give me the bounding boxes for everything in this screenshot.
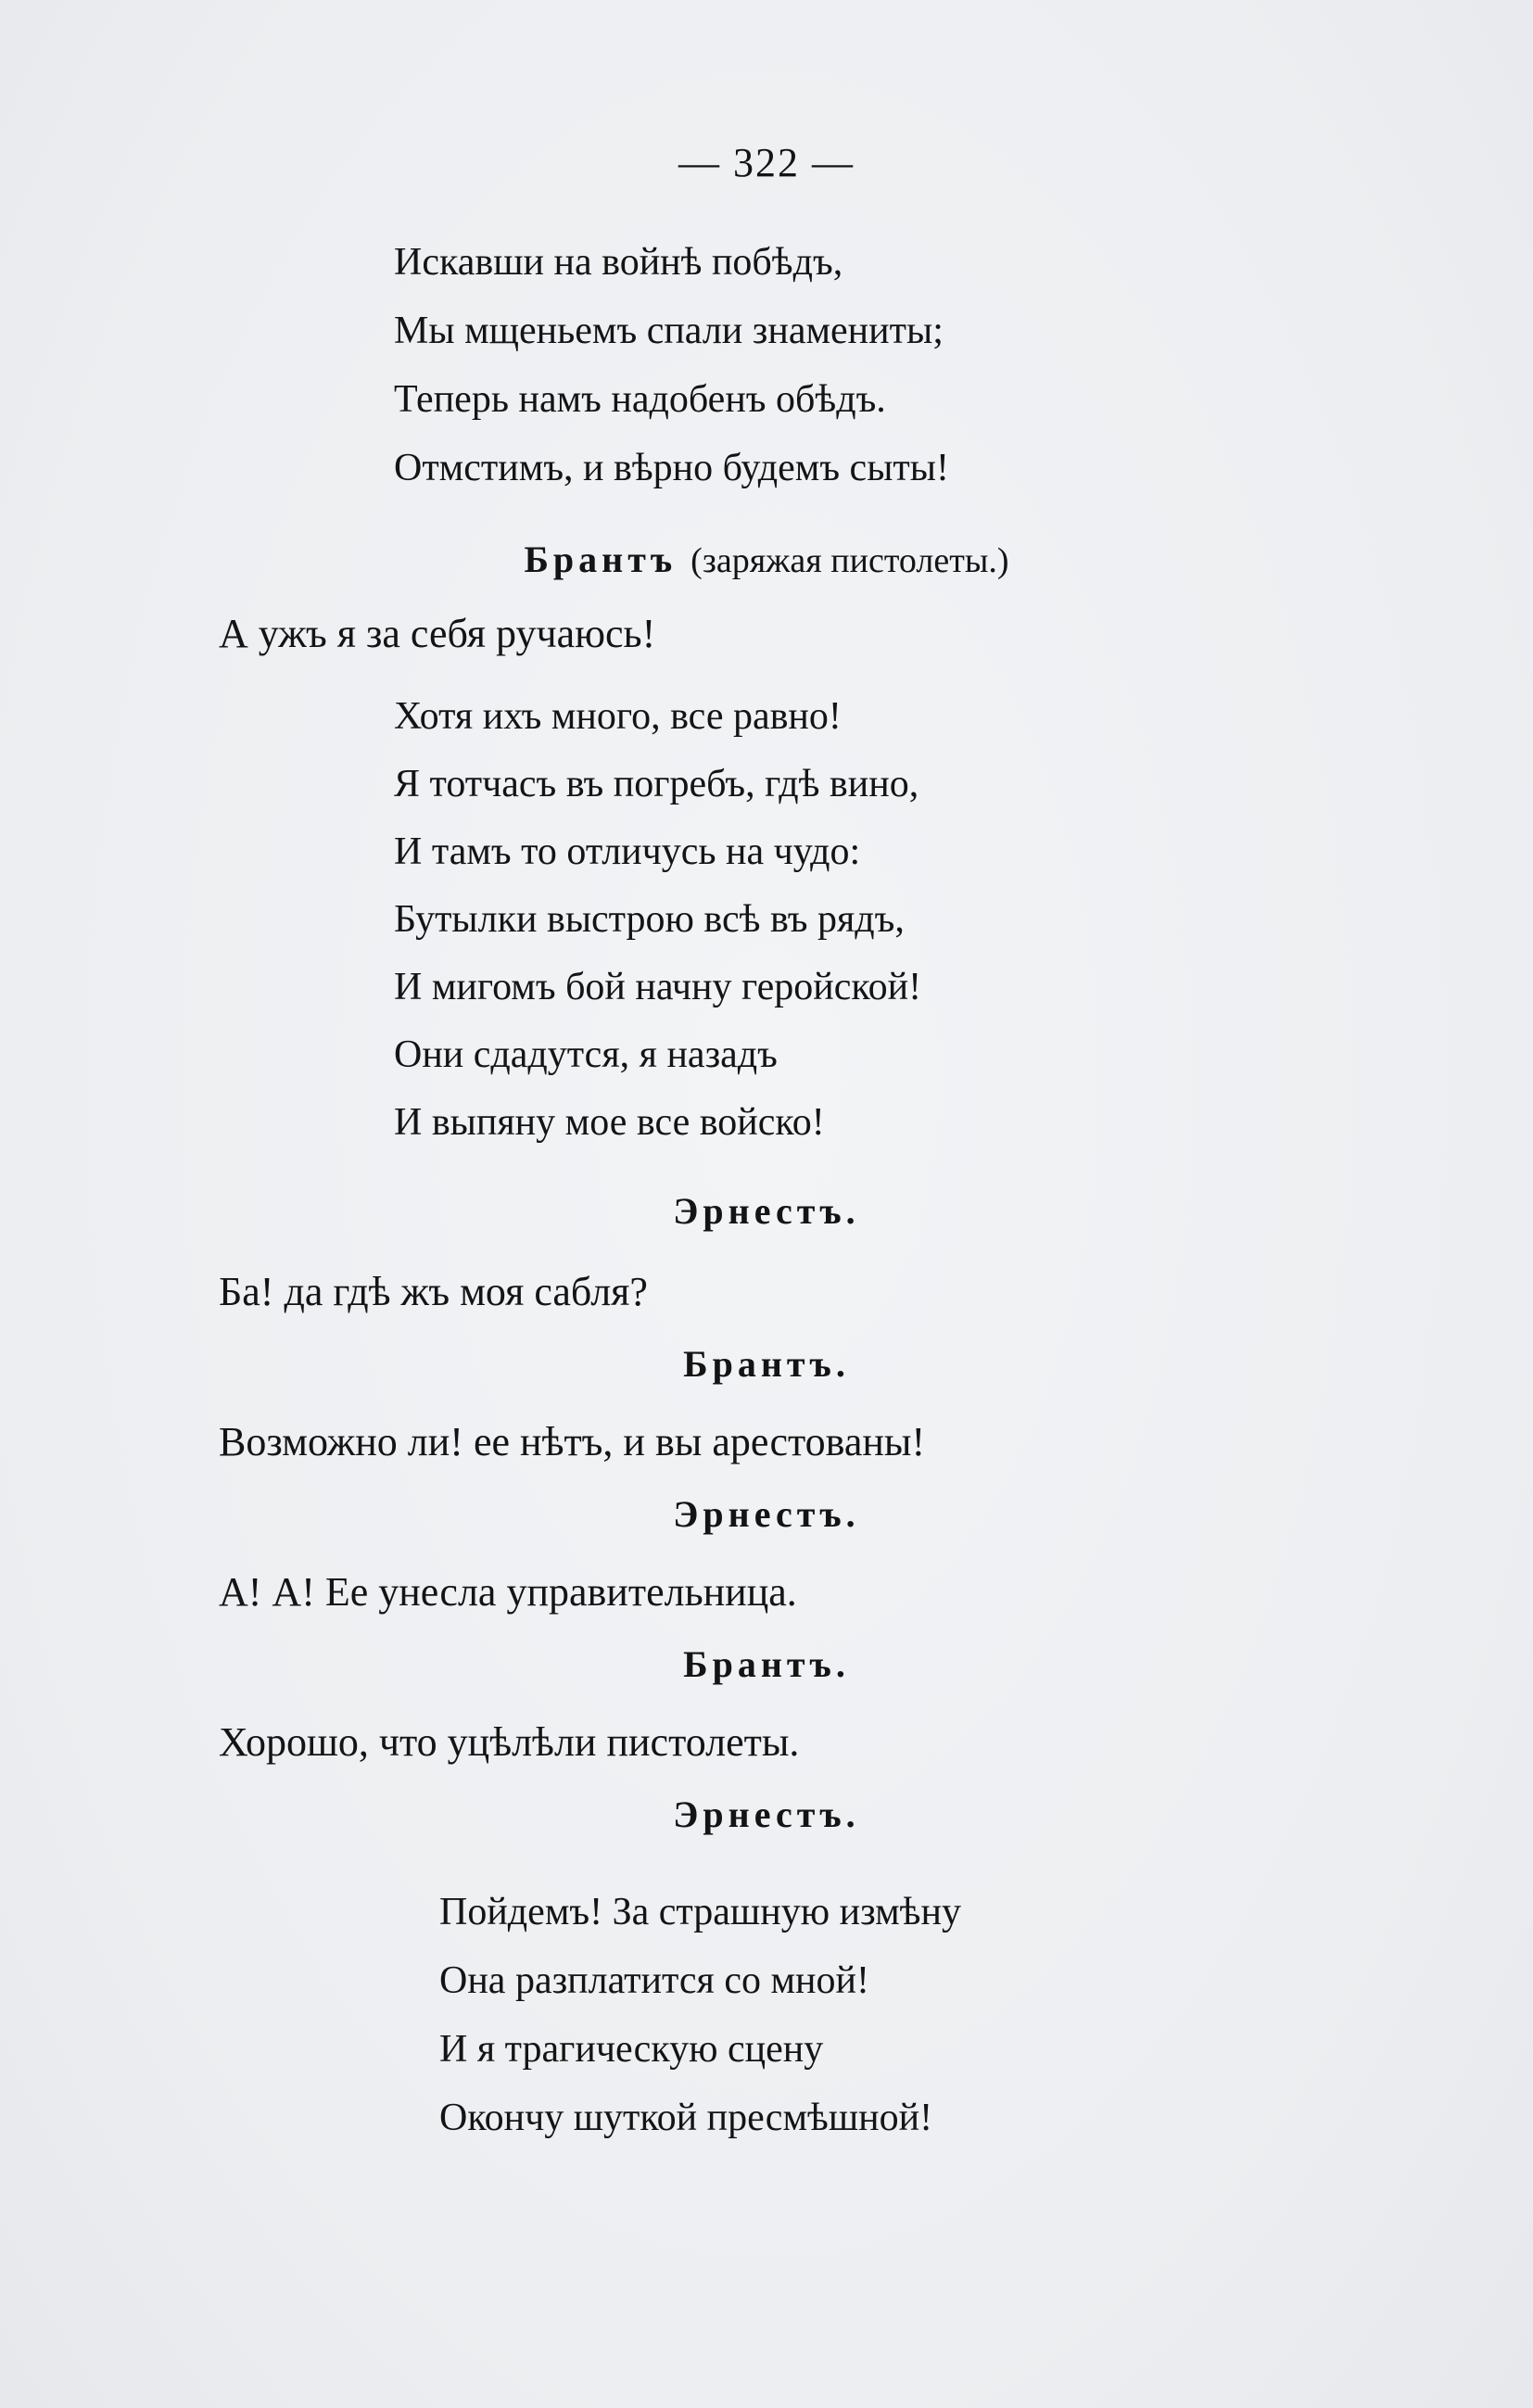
speaker-heading: Эрнестъ.	[673, 1793, 860, 1835]
speaker-heading	[0, 538, 1533, 581]
verse-line: Она разплатится со мной!	[439, 1959, 869, 2002]
speaker-heading: Брантъ.	[683, 1343, 850, 1385]
verse-line: Хотя ихъ много, все равно!	[394, 695, 842, 738]
verse-line: Отмстимъ, и вѣрно будемъ сыты!	[394, 447, 949, 489]
speaker-name: Брантъ	[524, 539, 678, 580]
verse-line: Мы мщеньемъ спали знамениты;	[394, 310, 944, 352]
speaker-heading: Эрнестъ.	[673, 1190, 860, 1232]
verse-line: Окончу шуткой пресмѣшной!	[439, 2097, 933, 2139]
verse-line: Искавши на войнѣ побѣдъ,	[394, 241, 843, 284]
speaker-heading: Эрнестъ.	[673, 1493, 860, 1535]
dialogue-line: Ба! да гдѣ жъ моя сабля?	[219, 1269, 648, 1314]
page-number: — 322 —	[678, 140, 855, 185]
verse-line: И я трагическую сцену	[439, 2028, 824, 2071]
dialogue-line: А ужъ я за себя ручаюсь!	[219, 611, 656, 656]
verse-line: И тамъ то отличусь на чудо:	[394, 830, 861, 873]
stage-direction: (заряжая пистолеты.)	[690, 541, 1009, 580]
speaker-heading: Брантъ.	[683, 1643, 850, 1685]
dialogue-line: А! А! Ее унесла управительница.	[219, 1569, 797, 1615]
verse-line: Они сдадутся, я назадъ	[394, 1033, 778, 1076]
verse-line: И мигомъ бой начну геройской!	[394, 966, 922, 1008]
verse-line: Пойдемъ! За страшную измѣну	[439, 1891, 961, 1933]
dialogue-line: Хорошо, что уцѣлѣли пистолеты.	[219, 1719, 800, 1765]
dialogue-line: Возможно ли! ее нѣтъ, и вы арестованы!	[219, 1419, 926, 1464]
verse-line: Теперь намъ надобенъ обѣдъ.	[394, 378, 886, 421]
verse-line: Я тотчасъ въ погребъ, гдѣ вино,	[394, 763, 919, 805]
verse-line: И выпяну мое все войско!	[394, 1101, 825, 1144]
verse-line: Бутылки выстрою всѣ въ рядъ,	[394, 898, 905, 941]
